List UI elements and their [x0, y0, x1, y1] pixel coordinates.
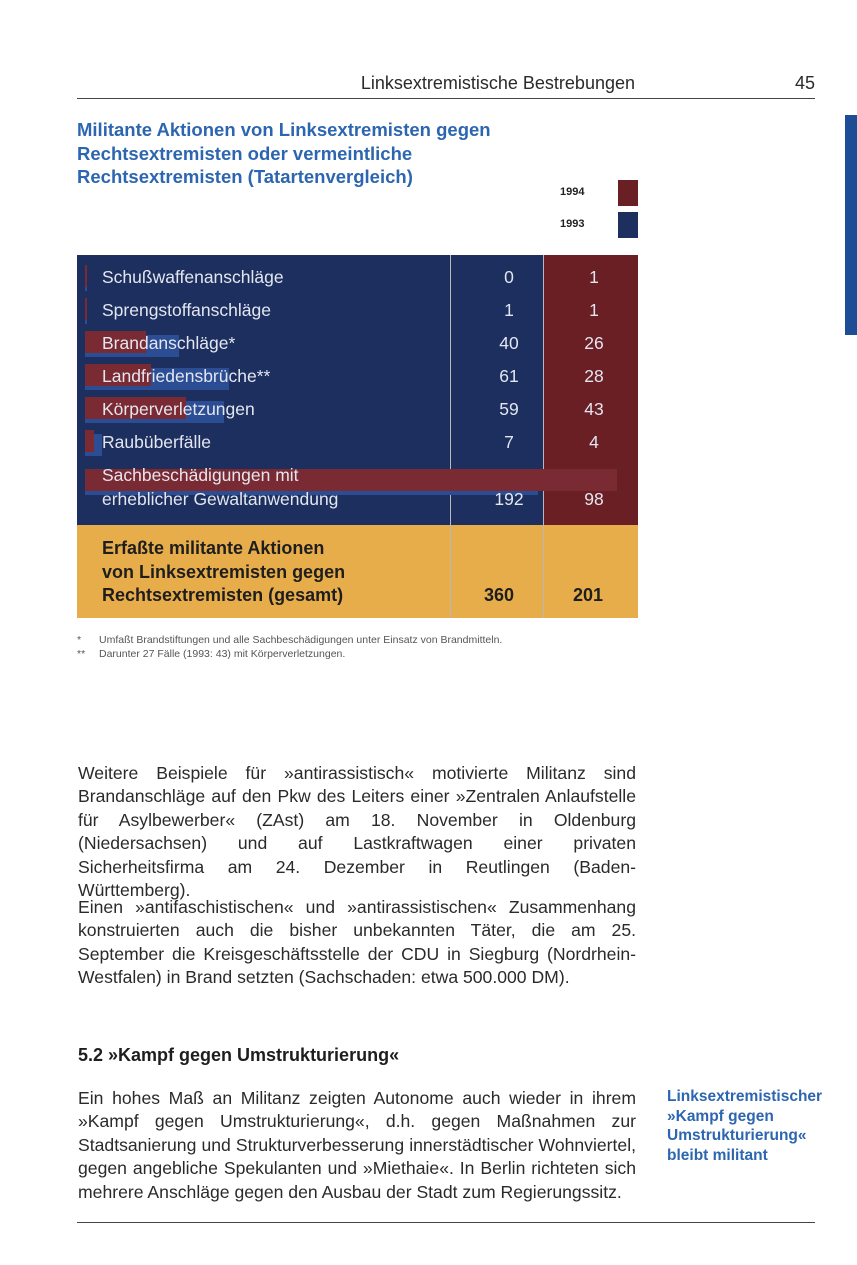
legend-swatch-1993 [618, 212, 638, 238]
value-1993: 59 [499, 399, 519, 419]
totals-label-line: Erfaßte militante Aktionen [102, 538, 325, 558]
bar-1994 [85, 265, 87, 287]
value-1993: 192 [494, 489, 524, 509]
totals-label-line: Rechtsextremisten (gesamt) [102, 585, 344, 605]
bar-1994 [85, 298, 87, 320]
total-1993: 360 [483, 585, 515, 605]
legend-label: 1993 [560, 218, 585, 230]
category-label: Sprengstoffanschläge [102, 300, 271, 320]
value-1994: 28 [584, 366, 604, 386]
footnote-text: Umfaßt Brandstiftungen und alle Sachbeschädigungen unter Einsatz von Brandmitteln. [99, 634, 503, 646]
category-label: Brandanschläge* [102, 333, 236, 353]
value-1994: 1 [589, 300, 599, 320]
footnote [77, 647, 677, 661]
margin-note: Linksextremistischer »Kampf gegen Umstrukturierung« bleibt militant [667, 1088, 823, 1164]
page-header [77, 70, 815, 99]
section-heading: 5.2 »Kampf gegen Umstrukturierung« [78, 1045, 400, 1065]
value-1994: 26 [584, 333, 604, 353]
value-1994: 4 [589, 432, 599, 452]
legend-swatch-1994 [618, 180, 638, 206]
category-label: Körperverletzungen [102, 399, 255, 419]
category-label: Schußwaffenanschläge [102, 267, 284, 287]
body-paragraph: Weitere Beispiele für »antirassistisch« motivierte Militanz sind Brandanschläge auf den Pkw des Leiters einer »Zentralen Anlaufstelle für Asylbewerber« (ZAst) am 18. November in Oldenburg (Niedersachsen) und auf Lastkraftwagen einer privaten Sicherheitsfirma am 24. Dezember in Reutlingen (Baden-Württemberg). [78, 763, 636, 901]
chapter-tab-marker [845, 115, 857, 335]
footnote-mark: * [77, 634, 82, 646]
bottom-rule [77, 1222, 815, 1223]
chart-title: Militante Aktionen von Linksextremisten gegen Rechtsextremisten oder vermeintliche Rechtsextremisten (Tatartenvergleich) [77, 119, 491, 188]
chart-legend [560, 180, 640, 240]
bar-chart [77, 255, 638, 618]
value-1993: 61 [499, 366, 519, 386]
footnote-text: Darunter 27 Fälle (1993: 43) mit Körperverletzungen. [99, 648, 346, 660]
value-1993: 0 [504, 267, 514, 287]
value-1993: 7 [504, 432, 514, 452]
running-title: Linksextremistische Bestrebungen [360, 73, 635, 93]
value-1994: 43 [584, 399, 604, 419]
legend-label: 1994 [560, 186, 585, 198]
footnotes [77, 633, 677, 661]
total-1994: 201 [572, 585, 604, 605]
totals-label [102, 537, 442, 608]
category-label: erheblicher Gewaltanwendung [102, 489, 339, 509]
totals-label-line: von Linksextremisten gegen [102, 561, 346, 582]
page-number: 45 [794, 73, 815, 93]
legend-item-1994 [560, 180, 638, 206]
column-divider [450, 255, 451, 618]
category-label: Sachbeschädigungen mit [102, 465, 299, 485]
value-1994: 1 [589, 267, 599, 287]
body-paragraph: Einen »antifaschistischen« und »antirassistischen« Zusammenhang konstruierten auch die bisher unbekannten Täter, die am 25. September die Kreisgeschäftsstelle der CDU in Siegburg (Nordrhein-Westfalen) in Brand setzten (Sachschaden: etwa 500.000 DM). [78, 897, 636, 988]
bar-1994 [85, 430, 94, 452]
footnote [77, 633, 677, 647]
value-1994: 98 [584, 489, 604, 509]
body-paragraph: Ein hohes Maß an Militanz zeigten Autonome auch wieder in ihrem »Kampf gegen Umstrukturierung«, d.h. gegen Maßnahmen zur Stadtsanierung und Strukturverbesserung innerstädtischer Wohnviertel, gegen angebliche Spekulanten und »Miethaie«. In Berlin richteten sich mehrere Anschläge gegen den Ausbau der Stadt zum Regierungssitz. [78, 1088, 636, 1202]
category-label: Landfriedensbrüche** [102, 366, 271, 386]
footnote-mark: ** [77, 648, 86, 660]
legend-item-1993 [560, 212, 638, 238]
value-1993: 1 [504, 300, 514, 320]
category-label: Raubüberfälle [102, 432, 211, 452]
value-1993: 40 [499, 333, 519, 353]
